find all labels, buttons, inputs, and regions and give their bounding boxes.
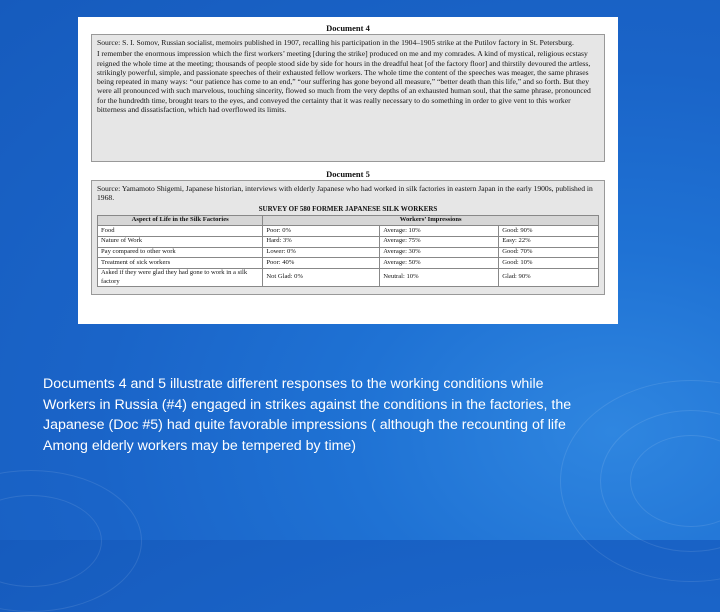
row-impression: Lower: 0%: [263, 247, 380, 258]
document-4-title: Document 4: [326, 23, 370, 33]
document-4-body: I remember the enormous impression which the first workers’ meeting [during the strike] produced on me and my comrades. A kind of mystical, religious ecstasy reigned the whole time at the meeting; thousands of people stood side by side for hours in the dreadful heat [of the factory floor] and thirstily devoured the artless, strikingly powerful, simple, and passionate speeches of their exhausted fellow workers. The whole time the content of the speeches was meager, the same phrases being repeated in many ways: “our patience has come to an end,” “our suffering has gone beyond all measure,” “better death than this life,” and so forth. But they were all pronounced with such marvelous, touching sincerity, flowed so much from the very depths of an exhausted human soul, that the same phrase, pronounced for the hundredth time, brought tears to the eyes, and conveyed the certainty that it was really necessary to do something in order to give vent to this worker bitterness and dissatisfaction, which had overflowed its limits.: [97, 49, 591, 115]
row-impression: Average: 75%: [380, 237, 499, 248]
caption-line: Workers in Russia (#4) engaged in strikes against the conditions in the factories, the: [43, 396, 572, 413]
row-impression: Average: 10%: [380, 226, 499, 237]
row-impression: Neutral: 10%: [380, 268, 499, 287]
table-row: [98, 258, 599, 269]
table-row: [98, 237, 599, 248]
row-aspect: Asked if they were glad they had gone to work in a silk factory: [98, 268, 263, 287]
table-row: [98, 247, 599, 258]
header-aspect: Aspect of Life in the Silk Factories: [98, 215, 263, 226]
survey-table: [97, 215, 599, 288]
row-impression: Easy: 22%: [499, 237, 599, 248]
document-4-source: Source: S. I. Somov, Russian socialist, memoirs published in 1907, recalling his participation in the 1904–1905 strike at the Putilov factory in St. Petersburg.: [97, 38, 574, 47]
caption-line: Documents 4 and 5 illustrate different responses to the working conditions while: [43, 376, 544, 392]
row-impression: Glad: 90%: [499, 268, 599, 287]
row-impression: Poor: 0%: [263, 226, 380, 237]
header-impressions: Workers’ Impressions: [263, 215, 599, 226]
document-4-box: [91, 34, 605, 162]
row-impression: Good: 90%: [499, 226, 599, 237]
table-row: [98, 226, 599, 237]
row-impression: Average: 50%: [380, 258, 499, 269]
survey-title: SURVEY OF 580 FORMER JAPANESE SILK WORKERS: [258, 204, 438, 213]
row-impression: Good: 10%: [499, 258, 599, 269]
row-aspect: Pay compared to other work: [98, 247, 263, 258]
document-5-source: Source: Yamamoto Shigemi, Japanese historian, interviews with elderly Japanese who had worked in silk factories in eastern Japan in the early 1900s, published in 1968.: [97, 184, 593, 203]
document-5-box: [91, 180, 605, 295]
row-impression: Average: 30%: [380, 247, 499, 258]
row-impression: Poor: 40%: [263, 258, 380, 269]
slide-caption: [43, 374, 720, 456]
caption-line: Among elderly workers may be tempered by time): [43, 437, 357, 454]
survey-table-header: [98, 215, 599, 226]
row-aspect: Treatment of sick workers: [98, 258, 263, 269]
document-5-title: Document 5: [326, 169, 370, 179]
row-aspect: Food: [98, 226, 263, 237]
row-impression: Good: 70%: [499, 247, 599, 258]
row-aspect: Nature of Work: [98, 237, 263, 248]
row-impression: Not Glad: 0%: [263, 268, 380, 287]
row-impression: Hard: 3%: [263, 237, 380, 248]
caption-line: Japanese (Doc #5) had quite favorable impressions ( although the recounting of life: [43, 417, 566, 433]
table-row: [98, 268, 599, 287]
document-image-panel: [78, 17, 618, 324]
